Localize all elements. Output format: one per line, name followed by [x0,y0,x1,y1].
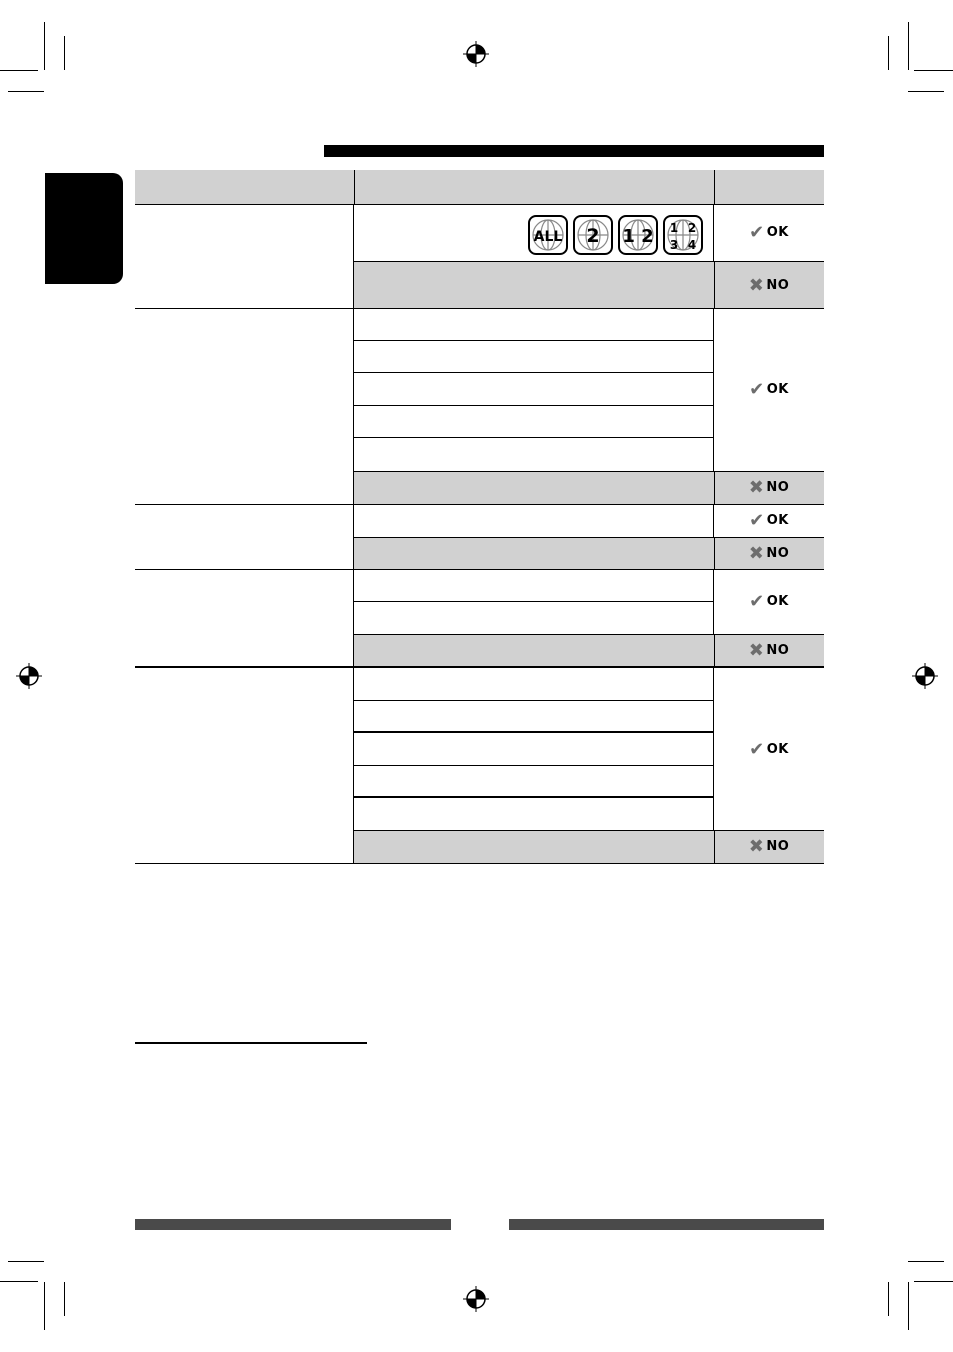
svg-text:2: 2 [586,225,600,247]
table-row [354,406,714,438]
status-no-badge: ✖ NO [748,836,790,856]
table-row [354,341,714,373]
table-row [354,733,714,766]
status-ok-badge: ✔ OK [749,738,789,759]
table-group [135,668,824,864]
language-side-tab [45,173,123,284]
svg-text:3: 3 [669,238,679,252]
crop-mark [64,1282,65,1316]
table-row [354,701,714,733]
status-no-badge: ✖ NO [748,477,790,497]
crop-mark [0,70,38,71]
svg-text:1: 1 [669,221,679,235]
svg-text:1 2: 1 2 [622,226,654,247]
table-row [354,204,714,262]
crop-mark [908,1261,944,1262]
checkmark-icon: ✔ [749,379,765,399]
crop-mark [914,70,953,71]
status-ok-badge: ✔ OK [749,510,789,530]
cross-icon: ✖ [748,274,765,295]
status-ok-badge: ✔ OK [714,204,824,262]
table-row [354,308,714,341]
title-bar [324,145,824,157]
checkmark-icon: ✔ [749,738,765,759]
crop-mark [888,36,889,70]
table-row [354,504,714,537]
table-row [354,766,714,798]
svg-text:4: 4 [687,238,697,252]
svg-text:2: 2 [687,221,697,235]
table-row [354,798,714,830]
table-group [135,569,824,668]
status-no-badge: ✖ NO [748,542,790,563]
checkmark-icon: ✔ [749,510,765,530]
registration-mark-icon [463,41,489,67]
table-group [135,204,824,309]
table-group [135,504,824,570]
bottom-bar-left [135,1219,451,1230]
bottom-bar-right [509,1219,824,1230]
svg-text:ALL: ALL [533,229,563,245]
cross-icon: ✖ [748,477,765,497]
registration-mark-icon [912,663,938,689]
crop-mark [908,91,944,92]
table-row [354,668,714,701]
table-row [354,373,714,406]
table-row [354,602,714,634]
crop-mark [8,1261,44,1262]
table-row [354,438,714,471]
status-no-badge: ✖ NO [748,639,790,660]
crop-mark [44,1282,45,1330]
cross-icon: ✖ [748,639,765,660]
crop-mark [914,1281,953,1282]
status-no-badge: ✖ NO [748,274,790,295]
crop-mark [888,1282,889,1316]
crop-mark [8,91,44,92]
registration-mark-icon [16,663,42,689]
table-header-row [135,170,824,205]
cross-icon: ✖ [748,542,765,563]
registration-mark-icon [463,1286,489,1312]
footnote-rule [135,1042,367,1044]
crop-mark [0,1281,38,1282]
crop-mark [908,1282,909,1330]
crop-mark [908,22,909,70]
table-group [135,308,824,505]
crop-mark [64,36,65,70]
region-2-icon [573,215,613,255]
checkmark-icon: ✔ [749,591,765,611]
region-1-2-icon [618,215,658,255]
status-ok-badge: ✔ OK [749,591,789,611]
status-ok-badge: ✔ OK [749,379,789,399]
crop-mark [44,22,45,70]
cross-icon: ✖ [748,836,765,856]
region-1-2-3-4-icon [663,215,703,255]
table-row [354,569,714,602]
region-all-icon [528,215,568,255]
region-code-icons [528,215,703,255]
checkmark-icon: ✔ [749,222,765,242]
